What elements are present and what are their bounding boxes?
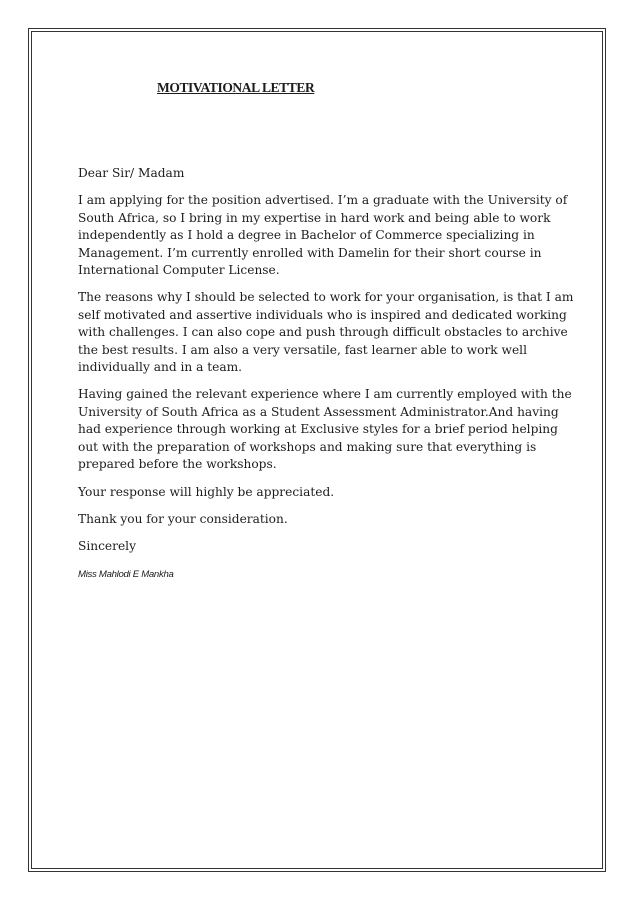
signature-name: Miss Mahlodi E Mankha xyxy=(78,568,174,580)
paragraph-response: Your response will highly be appreciated. xyxy=(78,484,335,499)
salutation: Dear Sir/ Madam xyxy=(78,166,185,180)
paragraph-experience: Having gained the relevant experience where I am currently employed with the University of South Africa as a Student Assessment Administrator.And having had experience through working at Exclusive styles for a brief period helping out with the preparation of workshops and making sure that everything is prepared before the workshops. xyxy=(78,387,572,472)
paragraph-reasons: The reasons why I should be selected to work for your organisation, is that I am self motivated and assertive individuals who is inspired and dedicated working with challenges. I can also cope and push through difficult obstacles to archive the best results. I am also a very versatile, fast learner able to work well individually and in a team. xyxy=(78,290,574,375)
paragraph-application: I am applying for the position advertised. I’m a graduate with the University of South Africa, so I bring in my expertise in hard work and being able to work independently as I hold a degree in Bachelor of Commerce specializing in Management. I’m currently enrolled with Damelin for their short course in International Computer License. xyxy=(78,193,568,278)
paragraph-thanks: Thank you for your consideration. xyxy=(78,511,288,526)
letter-body xyxy=(78,165,578,593)
letter-title: MOTIVATIONAL LETTER xyxy=(157,80,315,95)
closing: Sincerely xyxy=(78,539,136,554)
